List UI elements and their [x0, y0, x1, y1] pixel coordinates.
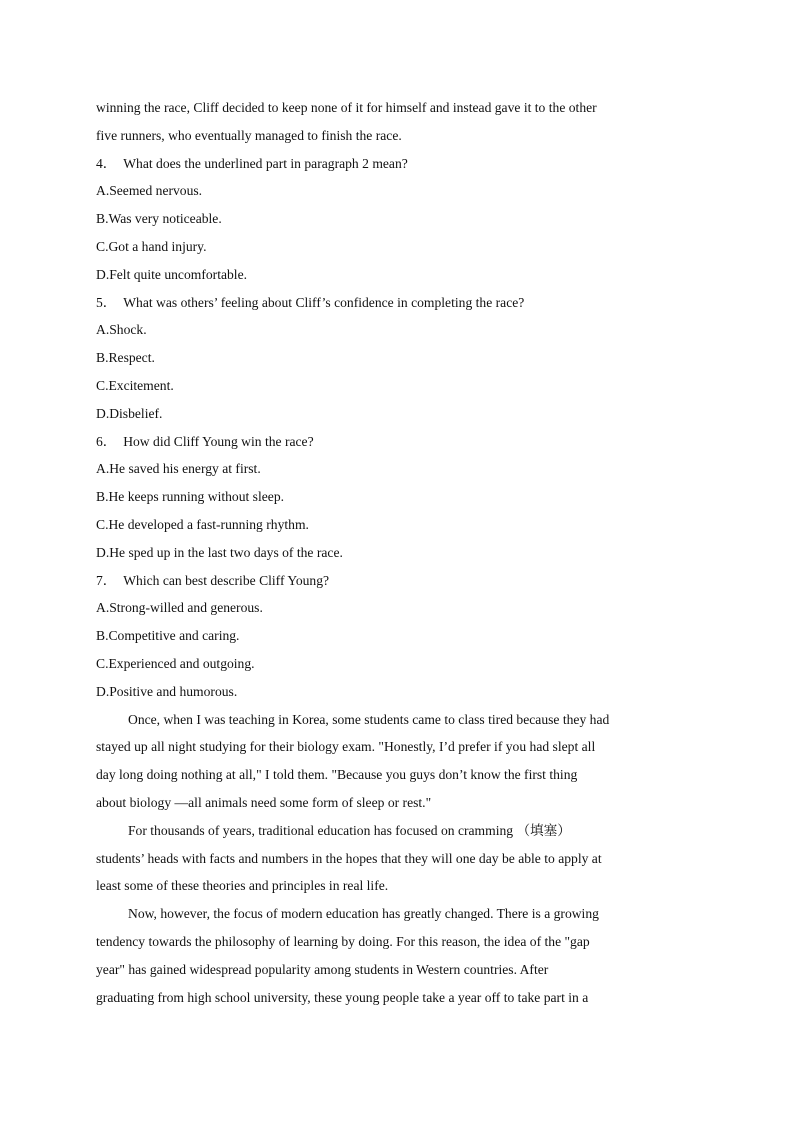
question-text: What was others’ feeling about Cliff’s confidence in completing the race? [123, 294, 525, 310]
question-text: Which can best describe Cliff Young? [123, 572, 330, 588]
reading-passage [96, 706, 698, 1012]
paragraph-line: about biology —all animals need some form of sleep or rest." [96, 794, 432, 810]
question-text: What does the underlined part in paragraph 2 mean? [123, 155, 408, 171]
paragraph-line: students’ heads with facts and numbers in the hopes that they will one day be able to apply at [96, 850, 602, 866]
paragraph-line: Now, however, the focus of modern education has greatly changed. There is a growing [128, 906, 599, 922]
option-b: B.He keeps running without sleep. [96, 489, 285, 505]
paragraph-line: least some of these theories and principles in real life. [96, 878, 389, 894]
option-a: A.Strong-willed and generous. [96, 600, 263, 616]
intro-line-1: winning the race, Cliff decided to keep none of it for himself and instead gave it to the other [96, 100, 597, 115]
question-7 [96, 567, 700, 706]
question-number: 5． [96, 294, 117, 310]
paragraph-line: For thousands of years, traditional education has focused on cramming （填塞） [128, 822, 571, 838]
paragraph-line: year" has gained widespread popularity among students in Western countries. After [96, 961, 549, 977]
intro-line-2: five runners, who eventually managed to finish the race. [96, 127, 402, 143]
question-stem [96, 567, 700, 595]
passage-paragraph-3 [96, 900, 698, 1011]
paragraph-line: tendency towards the philosophy of learning by doing. For this reason, the idea of the "gap [96, 933, 590, 949]
option-c: C.He developed a fast-running rhythm. [96, 516, 309, 532]
option-d: D.Disbelief. [96, 405, 163, 421]
question-stem [96, 428, 700, 456]
paragraph-line: Once, when I was teaching in Korea, some students came to class tired because they had [128, 711, 610, 727]
passage-paragraph-2 [96, 817, 698, 900]
question-4 [96, 150, 700, 289]
paragraph-line: stayed up all night studying for their biology exam. "Honestly, I’d prefer if you had slept all [96, 739, 596, 755]
paragraph-line: graduating from high school university, these young people take a year off to take part in a [96, 989, 589, 1005]
question-stem [96, 150, 700, 178]
question-text: How did Cliff Young win the race? [123, 433, 314, 449]
question-6 [96, 428, 700, 567]
document-page [96, 94, 700, 1011]
option-d: D.Felt quite uncomfortable. [96, 266, 248, 282]
option-c: C.Got a hand injury. [96, 238, 207, 254]
option-d: D.Positive and humorous. [96, 683, 238, 699]
question-number: 7． [96, 572, 117, 588]
option-c: C.Excitement. [96, 377, 174, 393]
question-5 [96, 289, 700, 428]
option-b: B.Was very noticeable. [96, 211, 222, 227]
option-c: C.Experienced and outgoing. [96, 655, 255, 671]
question-stem [96, 289, 700, 317]
passage-paragraph-1 [96, 706, 698, 817]
option-a: A.Shock. [96, 322, 147, 338]
option-b: B.Competitive and caring. [96, 628, 240, 644]
paragraph-line: day long doing nothing at all," I told them. "Because you guys don’t know the first thing [96, 767, 578, 783]
question-number: 6． [96, 433, 117, 449]
question-number: 4． [96, 155, 117, 171]
option-a: A.He saved his energy at first. [96, 461, 261, 477]
option-b: B.Respect. [96, 350, 155, 366]
option-a: A.Seemed nervous. [96, 183, 203, 199]
option-d: D.He sped up in the last two days of the race. [96, 544, 343, 560]
